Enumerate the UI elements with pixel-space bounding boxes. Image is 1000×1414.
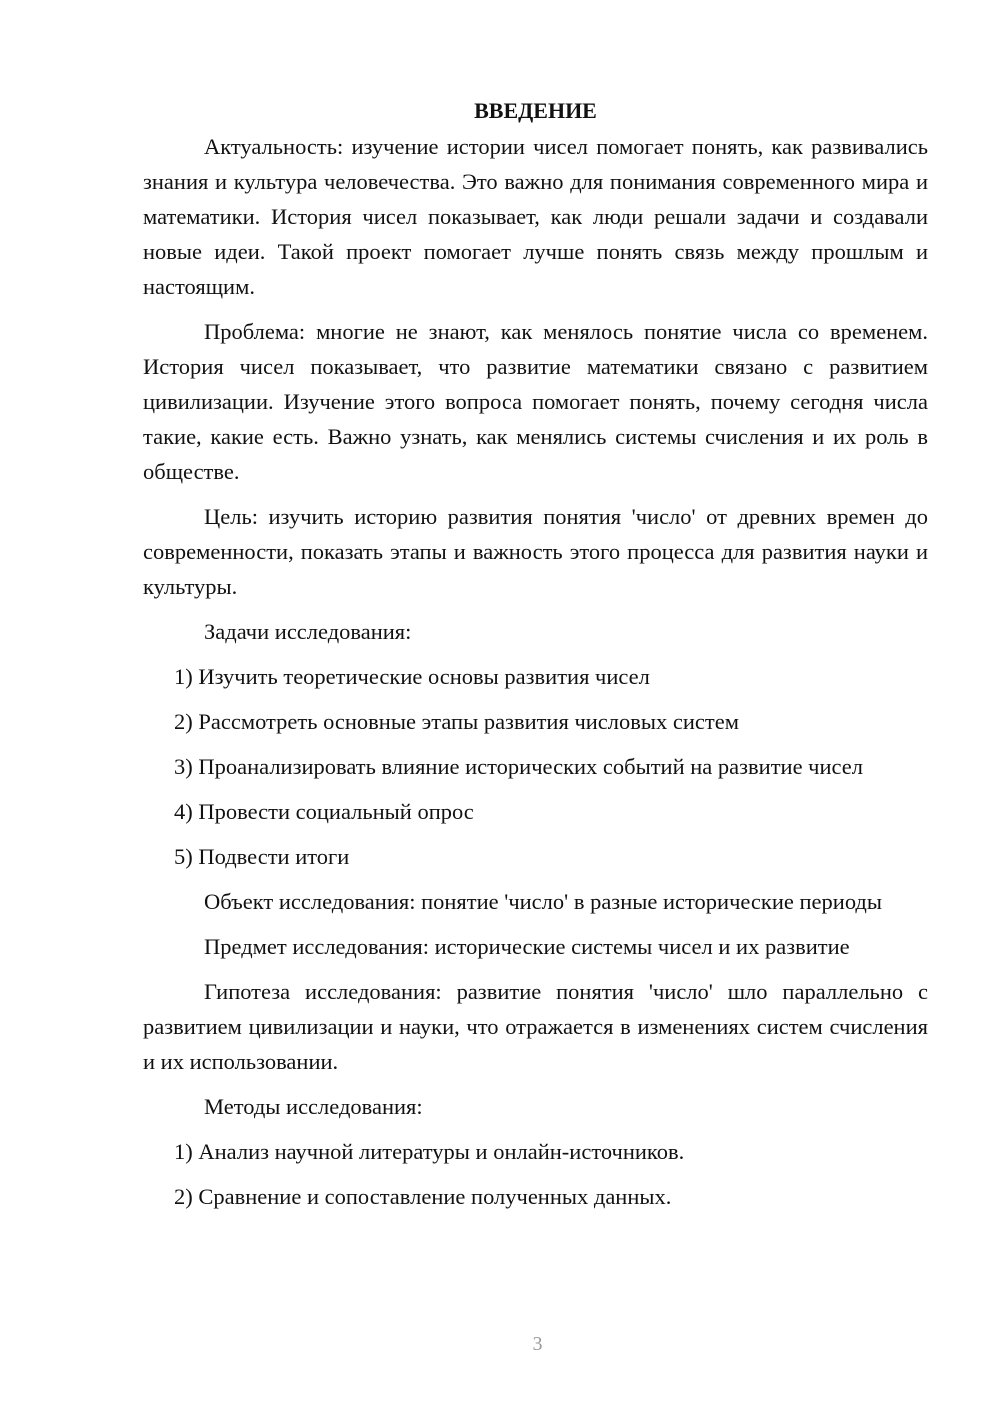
subject-paragraph: Предмет исследования: исторические системы чисел и их развитие xyxy=(204,934,850,959)
methods-heading: Методы исследования: xyxy=(204,1094,423,1119)
section-heading: ВВЕДЕНИЕ xyxy=(474,98,597,123)
method-list-item: 2) Сравнение и сопоставление полученных данных. xyxy=(174,1184,672,1209)
task-list-item: 2) Рассмотреть основные этапы развития числовых систем xyxy=(174,709,739,734)
problem-paragraph: Проблема: многие не знают, как менялось понятие числа со временем. История чисел показывает, что развитие математики связано с развитием цивилизации. Изучение этого вопроса помогает понять, почему сегодня числа такие, какие есть. Важно узнать, как менялись системы счисления и их роль в обществе. xyxy=(143,319,928,484)
method-list-item: 1) Анализ научной литературы и онлайн-источников. xyxy=(174,1139,685,1164)
page-content xyxy=(143,93,928,1224)
task-list-item: 4) Провести социальный опрос xyxy=(174,799,474,824)
goal-paragraph: Цель: изучить историю развития понятия 'число' от древних времен до современности, показать этапы и важность этого процесса для развития науки и культуры. xyxy=(143,504,928,599)
hypothesis-paragraph: Гипотеза исследования: развитие понятия 'число' шло параллельно с развитием цивилизации и науки, что отражается в изменениях систем счисления и их использовании. xyxy=(143,979,928,1074)
task-list-item: 5) Подвести итоги xyxy=(174,844,350,869)
page-number: 3 xyxy=(532,1333,543,1355)
task-list-item: 1) Изучить теоретические основы развития чисел xyxy=(174,664,650,689)
tasks-heading: Задачи исследования: xyxy=(204,619,412,644)
task-list-item: 3) Проанализировать влияние исторических событий на развитие чисел xyxy=(174,754,864,779)
object-paragraph: Объект исследования: понятие 'число' в разные исторические периоды xyxy=(204,889,882,914)
relevance-paragraph: Актуальность: изучение истории чисел помогает понять, как развивались знания и культура человечества. Это важно для понимания современного мира и математики. История чисел показывает, как люди решали задачи и создавали новые идеи. Такой проект помогает лучше понять связь между прошлым и настоящим. xyxy=(143,134,928,299)
